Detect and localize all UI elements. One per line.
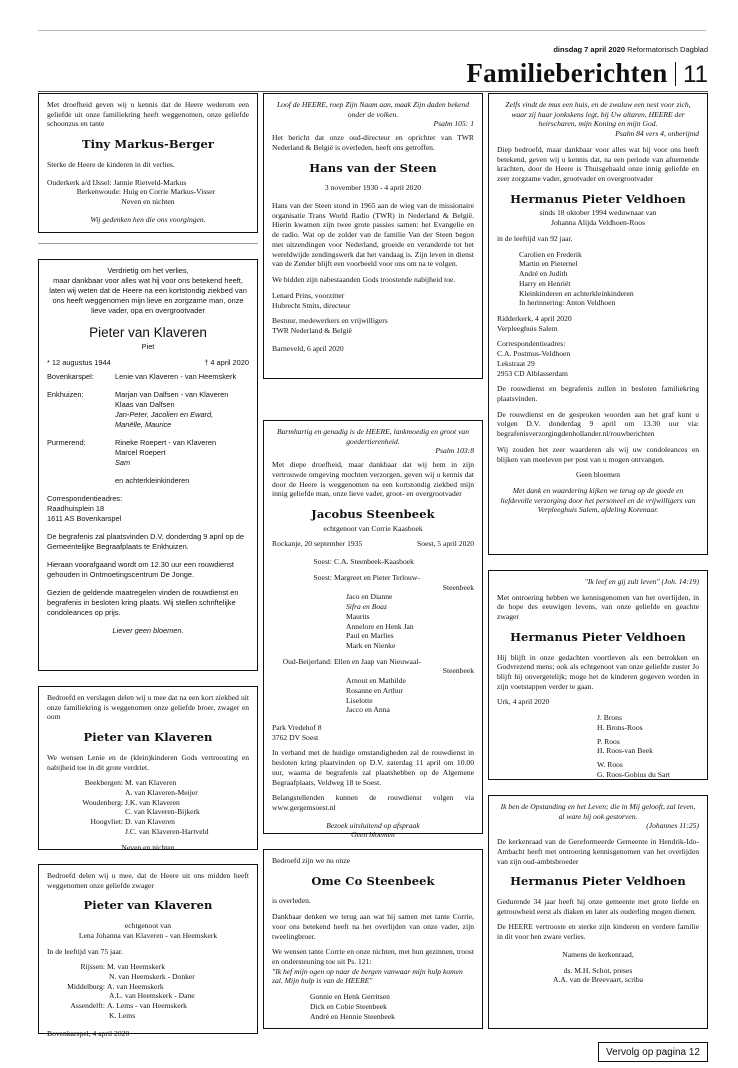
bible-verse: Barmhartig en genadig is de HEERE, lankmoedig en groot van goedertierenheid.: [276, 427, 470, 446]
notice-intro: maar dankbaar voor alles wat hij voor ons betekend heeft, laten wij weten dat de Heere na een kortstondig ziekbed van ons heeft weggenomen mijn lieve en zorgzame man, onze lieve vader, opa en overgrootvader: [49, 275, 247, 315]
masthead: [466, 58, 708, 89]
correspondence-line: Lekstraat 29: [497, 358, 535, 368]
notice-intro: Bedroefd en verslagen delen wij u mee dat na een kort ziekbed uit onze familiekring is weggenomen onze geliefde broer, zwager en oom: [47, 693, 249, 722]
grandchild: Annelore en Henk Jan: [346, 621, 414, 631]
notice-paragraph: We bidden zijn nabestaanden Gods troostende nabijheid toe.: [272, 275, 456, 285]
family-names: Steenbeek: [442, 582, 474, 592]
dateline: [553, 45, 708, 54]
age-line: In de leeftijd van 75 jaar.: [47, 946, 123, 956]
signatory: H. Brons-Roos: [597, 722, 643, 732]
family-row: [47, 798, 249, 808]
notice-pieter-van-klaveren-in-laws: [38, 864, 258, 1038]
correspondence-line: 2953 CD Alblasserdam: [497, 368, 568, 378]
signatories: [497, 713, 699, 779]
notice-wish: We wensen Lenie en de (klein)kinderen Gods vertroosting en nabijheid toe in dit grote verdriet.: [47, 752, 249, 772]
family-row: [272, 657, 474, 667]
signatory: Bestuur, medewerkers en vrijwilligers: [272, 316, 388, 326]
notice-hermanus-veldhoen-in-laws: [488, 570, 708, 780]
notice-intro: De kerkenraad van de Gereformeerde Gemeente in Hendrik-Ido-Ambacht heeft met ontroering kennisgenomen van het overlijden van zijn oud-ambtsbroeder: [497, 837, 699, 866]
bible-verse: Zelfs vindt de mus een huis, en de zwaluw een nest voor zich, waar zij haar jonkskens legt, bij Uw altaren, HEERE der heirscharen, mijn Koning en mijn God.: [505, 100, 691, 129]
birth-date: * 12 augustus 1944: [47, 358, 111, 368]
family-names: D. van Klaveren: [125, 817, 175, 827]
paper-name: Reformatorisch Dagblad: [627, 45, 708, 54]
top-divider: [38, 30, 706, 31]
signatory: Namens de kerkenraad,: [562, 949, 634, 959]
family-place: Rijssen:: [80, 962, 105, 972]
family-row: [47, 1001, 249, 1011]
family-place: Purmerend:: [47, 438, 86, 448]
signatory: G. Roos-Gobius du Sart: [597, 769, 670, 779]
family-list: [47, 962, 249, 1020]
correspondence-line: C.A. Postmus-Veldhoen: [497, 349, 571, 359]
grandchildren-list: [272, 592, 474, 650]
deceased-name: Hermanus Pieter Veldhoen: [510, 191, 686, 206]
funeral-info: In verband met de huidige omstandigheden zal de rouwdienst in besloten kring plaatvinden op D.V. zaterdag 11 april om 10.00 uur, waarna de begrafenis zal plaatshebben op de Algemene Begraafplaats, Veldweg 18 te Soest.: [272, 748, 474, 787]
address-line: Park Vredehof 8: [272, 722, 322, 732]
deceased-nickname: Piet: [141, 342, 155, 352]
dateline: Bovenkarspel, 4 april 2020: [47, 1028, 130, 1038]
verse-reference: Psalm 84 vers 4, onberijmd: [615, 129, 699, 139]
nephews-nieces: Neven en nichten: [121, 197, 175, 207]
family-row: [47, 817, 249, 827]
family-names: K. Lems: [109, 1010, 136, 1020]
family-place: Soest:: [313, 572, 332, 582]
family-group: [47, 438, 249, 468]
notice-line: Sterke de Heere de kinderen in dit verlies.: [47, 159, 175, 169]
verse-reference: Psalm 103:8: [435, 446, 474, 456]
family-names: C. van Klaveren-Bijkerk: [125, 807, 200, 817]
family-names: Harry en Henriët: [519, 278, 571, 288]
age-line: in de leeftijd van 92 jaar.: [497, 233, 573, 243]
funeral-info: De begrafenis zal plaatsvinden D.V. donderdag 9 april op de Gemeentelijke Begraafplaats te Enkhuizen.: [47, 531, 244, 551]
dateline: Barneveld, 6 april 2020: [272, 343, 344, 353]
grandchildren: Jan-Peter, Jacolien en Eward,: [115, 410, 214, 420]
deceased-name: Pieter van Klaveren: [89, 324, 207, 340]
masthead-rule: [38, 91, 708, 92]
notice-intro: Verdrietig om het verlies,: [107, 266, 189, 275]
family-group: [47, 372, 249, 382]
notice-paragraph: Gedurende 34 jaar heeft hij onze gemeente met grote liefde en getrouwheid eerst als diaken en later als ouderling mogen dienen.: [497, 897, 699, 916]
spouse-name: Lena Johanna van Klaveren - van Heemskerk: [78, 930, 218, 940]
family-place: Hoogvliet:: [90, 817, 123, 827]
deceased-name: Hans van der Steen: [309, 160, 437, 175]
correspondence-line: 1611 AS Bovenkarspel: [47, 513, 122, 523]
psalm-quote: "Ik hef mijn ogen op naar de bergen vanwaar mijn hulp komen zal. Mijn hulp is van de HEERE": [272, 966, 463, 986]
deceased-name: Tiny Markus-Berger: [81, 137, 215, 152]
family-names: A. Lems - van Heemskerk: [107, 1001, 187, 1011]
continued-on-page: Vervolg op pagina 12: [598, 1042, 708, 1062]
family-place: Woudenberg:: [82, 797, 123, 807]
family-names: C.A. Steenbeek-Kaasboek: [334, 557, 414, 567]
family-place: Soest:: [313, 557, 332, 567]
flowers-note: Geen bloemen: [575, 470, 621, 480]
family-names: Klaas van Dalfsen: [115, 400, 175, 410]
grandchild: Liselotte: [346, 695, 373, 705]
notice-intro: Bedroefd delen wij u mee, dat de Heere uit ons midden heeft weggenomen onze geliefde zwager: [47, 871, 249, 890]
family-names: M. van Klaveren: [125, 778, 177, 788]
signatory: Dick en Cobie Steenbeek: [310, 1001, 387, 1011]
notice-line: is overleden.: [272, 896, 311, 906]
correspondence-label: Correspondentieadres:: [47, 493, 123, 503]
notice-paragraph: We wensen tante Corrie en onze nichten, met hun gezinnen, troost en ondersteuning toe uit Ps. 121:: [272, 947, 474, 967]
grandchildren-list: [272, 676, 474, 715]
notice-hans-van-der-steen: [263, 93, 483, 379]
death-line: Soest, 5 april 2020: [417, 539, 474, 549]
notice-pieter-van-klaveren-family: [38, 259, 258, 671]
notice-closing: Geen bloemen: [351, 830, 395, 840]
bible-verse: Ik ben de Opstanding en het Leven; die in Mij gelooft, zal leven, al ware hij ook gestorven.: [500, 802, 696, 821]
family-row: [47, 982, 249, 992]
page-number: 11: [683, 61, 708, 88]
deceased-name: Pieter van Klaveren: [83, 898, 213, 913]
family-place: Oud-Beijerland:: [282, 656, 332, 666]
family-names: J.C. van Klaveren-Hartveld: [125, 826, 209, 836]
family-place: Ouderkerk a/d IJssel:: [47, 177, 112, 187]
signatory: H. Roos-van Beek: [597, 746, 653, 756]
family-names: Jannie Rietveld-Markus: [113, 177, 187, 187]
notice-paragraph: Hans van der Steen stond in 1965 aan de wieg van de missionaire organisatie Trans World Radio (TWR) in Nederland & België. Hierin kwamen zijn twee grote passies samen: het Evangelie en de radio. Wat op de zolder van de familie Van der Steen begon met uitzendingen voor Nederland, groeide en veranderde tot het wereldwijde zendingswerk dat het vandaag is. Zijn leven in dienst van de Zender blijft een voorbeeld voor ons om na te volgen.: [272, 201, 474, 269]
notice-closing: Bezoek uitsluitend op afspraak: [326, 820, 420, 830]
family-names: A. van Heemskerk: [107, 981, 164, 991]
family-place: Enkhuizen:: [47, 390, 84, 400]
address-line: 3762 DV Soest: [272, 732, 319, 742]
notice-jacobus-steenbeek: [263, 420, 483, 840]
signatory: J. Brons: [597, 713, 622, 723]
livestream-info: Belangstellenden kunnen de rouwdienst volgen via www.gergemsoest.nl: [272, 793, 474, 812]
notice-hermanus-veldhoen-family: [488, 93, 708, 555]
family-row: [47, 178, 249, 188]
family-names: Margreet en Pieter Terlouw-: [334, 572, 420, 582]
bible-verse: Loof de HEERE, roep Zijn Naam aan, maak Zijn daden bekend onder de volken.: [276, 100, 470, 119]
family-names: Marjan van Dalfsen - van Klaveren: [115, 390, 229, 400]
family-list: [497, 250, 699, 308]
great-grandchildren: en achterkleinkinderen: [115, 475, 190, 485]
life-dates: [47, 358, 249, 368]
notice-pieter-van-klaveren-siblings: [38, 686, 258, 850]
grandchildren: Manëlle, Maurice: [115, 420, 172, 430]
family-place: Assendelft:: [70, 1001, 105, 1011]
notice-tiny-markus-berger: [38, 93, 258, 233]
notice-intro: Met diepe droefheid, maar dankbaar dat wij hem in zijn vertrouwde omgeving mochten verzorgen, geven wij u kennis dat door de Heere is weggenomen na een kortstondig ziekbed mijn innig geliefde man, onze lieve vader, groot- en overgrootvader: [272, 460, 474, 499]
notice-paragraph: Hij blijft in onze gedachten voortleven als een betrokken en Godvrezend mens; ook als echtgenoot van onze geliefde zuster Jo blijft hij onvergetelijk; moge het de kinderen gegeven worden in zijn voetstappen verder te gaan.: [497, 652, 699, 691]
life-dates: 3 november 1930 - 4 april 2020: [324, 183, 422, 193]
family-list: [47, 778, 249, 836]
family-names: J.K. van Klaveren: [125, 797, 180, 807]
livestream-info: De rouwdienst en de gesproken woorden aan het graf kunt u volgen D.V. donderdag 9 april om 13.30 uur via: begrafenisverzorgingdenhollander.nl/rouwberichten: [497, 409, 699, 439]
bible-verse: "Ik leef en gij zult leven" (Joh. 14:19): [584, 577, 699, 586]
service-info: Hieraan voorafgaand wordt om 12.30 uur een rouwdienst gehouden in Ontmoetingscentrum De Jonge.: [47, 559, 234, 579]
grandchild: Rosanne en Arthur: [346, 685, 403, 695]
masthead-separator: [675, 62, 677, 86]
grandchild: Jaco en Dianne: [346, 592, 393, 602]
dateline: Verpleeghuis Salem: [497, 323, 558, 333]
family-row: [47, 962, 249, 972]
family-place: Berkenwoude:: [76, 187, 121, 197]
family-place: Middelburg:: [67, 981, 105, 991]
family-names: In herinnering: Anton Veldhoen: [519, 298, 616, 308]
correspondence-label: Correspondentieadres:: [497, 339, 566, 349]
family-row: [272, 557, 474, 567]
signatory: W. Roos: [597, 760, 623, 770]
family-row: [47, 187, 249, 197]
notice-paragraph: De HEERE vertrooste en sterke zijn kinderen en verdere familie in dit voor hen zware verlies.: [497, 922, 699, 942]
issue-date: dinsdag 7 april 2020: [553, 45, 626, 54]
family-names: Kleinkinderen en achterkleinkinderen: [519, 288, 634, 298]
signatory: Lenard Prins, voorzitter: [272, 290, 345, 300]
notice-intro: Het bericht dat onze oud-directeur en oprichter van TWR Nederland & België is overleden, heeft ons getroffen.: [272, 133, 474, 152]
family-names: Carolien en Frederik: [519, 249, 582, 259]
family-names: N. van Heemskerk - Donker: [109, 972, 195, 982]
notice-intro: Met ontroering hebben we kennisgenomen van het overlijden, in de hope des eeuwigen levens, van onze geliefde en geachte zwager: [497, 592, 699, 622]
column-divider: [38, 243, 258, 244]
family-names: M. van Heemskerk: [107, 962, 165, 972]
funeral-info: De rouwdienst en begrafenis zullen in besloten familiekring plaatsvinden.: [497, 384, 699, 403]
signatory: P. Roos: [597, 736, 620, 746]
family-names: Martin en Pieternel: [519, 259, 578, 269]
notice-intro: Bedroefd zijn we nu onze: [272, 856, 351, 865]
verse-reference: (Johannes 11:25): [646, 821, 699, 831]
family-place: Bovenkarspel:: [47, 372, 94, 382]
family-names: Rineke Roepert - van Klaveren: [115, 438, 217, 448]
grandchild: Paul en Marlies: [346, 631, 394, 641]
signatory: A.A. van de Breevaart, scriba: [552, 975, 644, 985]
verse-reference: Psalm 105: 1: [433, 119, 474, 129]
condolence-info: Gezien de geldende maatregelen vinden de rouwdienst en begrafenis in besloten kring plaats. Wij stellen schriftelijke condoleances op prijs.: [47, 587, 239, 617]
notice-intro: Diep bedroefd, maar dankbaar voor alles wat hij voor ons heeft betekend, geven wij u kennis dat, na een periode van afnemende krachten, door de Heere is Thuisgehaald onze innig geliefde en zeer zorgzame vader, grootvader en overgrootvader: [497, 144, 699, 184]
dateline: Urk, 4 april 2020: [497, 697, 550, 707]
grandchild: Sifra en Boaz: [346, 602, 387, 612]
signatory: Hubrecht Smits, directeur: [272, 300, 351, 310]
notice-closing: Wij gedenken hen die ons voorgingen.: [90, 214, 206, 224]
family-place: Beekbergen:: [84, 778, 123, 788]
notice-hermanus-veldhoen-church: [488, 795, 708, 1029]
notice-closing: Met dank en waardering kijken we terug op de goede en liefdevolle verzorging door het personeel en de vrijwilligers van Verpleeghuis Salem, afdeling Korenaar.: [500, 486, 696, 515]
family-names: A.L. van Heemskerk - Dane: [109, 991, 195, 1001]
widower-line: Johanna Alijda Veldhoen-Roos: [551, 218, 645, 228]
condolence-info: Wij zouden het zeer waarderen als wij uw condoleances en blijken van meeleven per post van u mogen ontvangen.: [497, 444, 699, 464]
correspondence-line: Raadhuisplein 18: [47, 503, 105, 513]
spouse-label: echtgenoot van: [124, 921, 172, 931]
family-names: Steenbeek: [442, 666, 474, 676]
signatory: ds. M.H. Schot, preses: [563, 965, 633, 975]
grandchild: Mark en Nienke: [346, 640, 396, 650]
signatory: Gonnie en Henk Gerritsen: [310, 992, 390, 1002]
widower-line: sinds 18 oktober 1994 weduwnaar van: [539, 208, 657, 218]
notice-ome-co-steenbeek: [263, 849, 483, 1029]
family-names: André en Judith: [519, 269, 568, 279]
grandchild: Maurits: [346, 611, 370, 621]
grandchildren: Sam: [115, 458, 131, 467]
deceased-name: Hermanus Pieter Veldhoen: [510, 629, 686, 644]
notice-paragraph: Dankbaar denken we terug aan wat hij samen met tante Corrie, voor ons betekend heeft na het overlijden van onze vader, zijn tweelingbroer.: [272, 912, 474, 941]
family-names: A. van Klaveren-Meijer: [125, 788, 198, 798]
family-names: Marcel Roepert: [115, 448, 166, 458]
family-names: Ellen en Jaap van Nieuwaal-: [334, 656, 421, 666]
grandchild: Jacco en Anna: [346, 705, 390, 715]
section-title: Familieberichten: [466, 58, 668, 88]
dateline: Ridderkerk, 4 april 2020: [497, 313, 572, 323]
family-names: Huig en Corrie Markus-Visser: [123, 187, 216, 197]
nephews-nieces: Neven en nichten: [121, 842, 175, 852]
family-group: [47, 390, 249, 430]
life-dates: [272, 539, 474, 549]
birth-line: Rockanje, 20 september 1935: [272, 539, 363, 549]
signatory: André en Hennie Steenbeek: [310, 1011, 395, 1021]
notice-closing: Liever geen bloemen.: [112, 625, 184, 635]
family-row: [47, 778, 249, 788]
family-names: Lenie van Klaveren - van Heemskerk: [115, 372, 237, 382]
grandchild: Arnout en Mathilde: [346, 676, 406, 686]
deceased-name: Pieter van Klaveren: [83, 730, 213, 745]
deceased-name: Ome Co Steenbeek: [311, 873, 435, 888]
signatories: [272, 992, 474, 1021]
spouse-line: echtgenoot van Corrie Kaasboek: [323, 523, 423, 533]
family-row: [272, 573, 474, 583]
deceased-name: Jacobus Steenbeek: [311, 507, 435, 522]
death-date: † 4 april 2020: [204, 358, 249, 368]
deceased-name: Hermanus Pieter Veldhoen: [510, 874, 686, 889]
signatory: TWR Nederland & België: [272, 325, 352, 335]
notice-intro: Met droefheid geven wij u kennis dat de Heere wederom een geliefde uit onze familiekring heeft weggenomen, onze geliefde schoonzus en tante: [47, 100, 249, 129]
